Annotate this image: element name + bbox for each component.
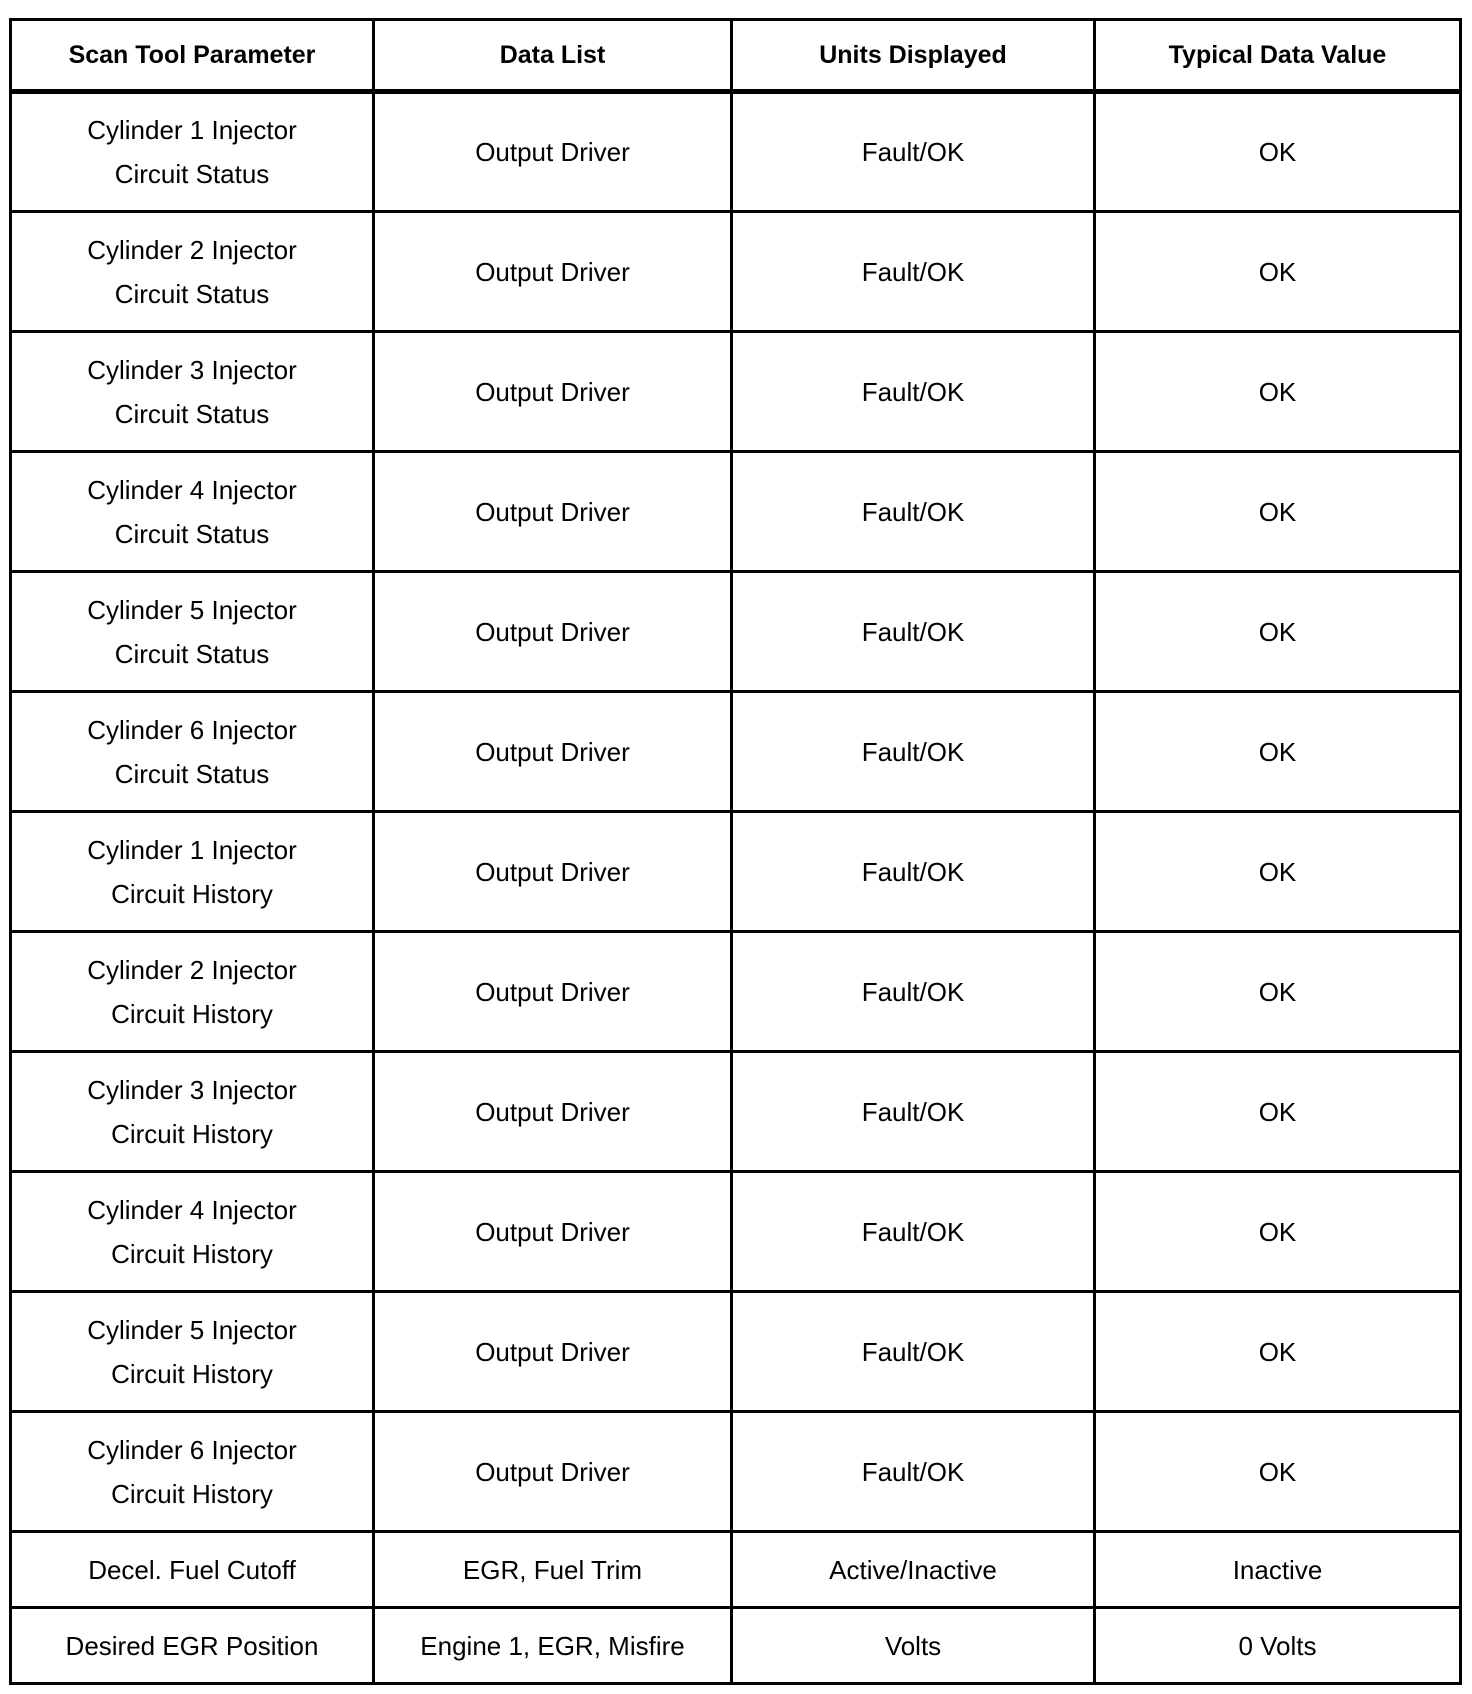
cell-typical-data-value: OK [1095, 1052, 1461, 1172]
table-row [11, 692, 1461, 812]
cell-typical-data-value: OK [1095, 1172, 1461, 1292]
column-header-scan-tool-parameter: Scan Tool Parameter [11, 20, 374, 92]
table-row [11, 572, 1461, 692]
parameter-line: Circuit Status [114, 758, 270, 789]
parameter-line: Circuit Status [114, 159, 270, 189]
cell-scan-tool-parameter [11, 1532, 374, 1608]
cell-units-displayed: Fault/OK [732, 1292, 1095, 1412]
cell-data-list: Output Driver [374, 1052, 732, 1172]
parameter-line: Circuit History [111, 1238, 273, 1269]
parameter-line: Circuit Status [114, 398, 270, 429]
table-row [11, 332, 1461, 452]
cell-data-list: Output Driver [374, 212, 732, 332]
cell-scan-tool-parameter [11, 92, 374, 212]
cell-scan-tool-parameter [11, 1172, 374, 1292]
cell-data-list: Output Driver [374, 1172, 732, 1292]
parameter-line: Circuit Status [114, 638, 270, 669]
cell-units-displayed: Fault/OK [732, 812, 1095, 932]
cell-units-displayed: Fault/OK [732, 1052, 1095, 1172]
cell-data-list: Output Driver [374, 92, 732, 212]
parameter-line: Circuit History [111, 1118, 273, 1149]
cell-data-list: EGR, Fuel Trim [374, 1532, 732, 1608]
table-row [11, 1532, 1461, 1608]
cell-data-list: Output Driver [374, 1292, 732, 1412]
cell-units-displayed: Fault/OK [732, 92, 1095, 212]
cell-units-displayed: Active/Inactive [732, 1532, 1095, 1608]
cell-typical-data-value: OK [1095, 1292, 1461, 1412]
cell-typical-data-value: OK [1095, 932, 1461, 1052]
cell-typical-data-value: OK [1095, 332, 1461, 452]
cell-data-list: Output Driver [374, 452, 732, 572]
cell-data-list: Output Driver [374, 812, 732, 932]
parameter-line: Cylinder 3 Injector [87, 1074, 297, 1105]
cell-scan-tool-parameter [11, 1052, 374, 1172]
cell-units-displayed: Fault/OK [732, 692, 1095, 812]
column-header-typical-data-value: Typical Data Value [1095, 20, 1461, 92]
cell-typical-data-value: OK [1095, 212, 1461, 332]
cell-data-list: Output Driver [374, 332, 732, 452]
table-row [11, 92, 1461, 212]
cell-scan-tool-parameter [11, 1608, 374, 1684]
table-row [11, 932, 1461, 1052]
cell-scan-tool-parameter [11, 332, 374, 452]
cell-typical-data-value: OK [1095, 692, 1461, 812]
parameter-line: Cylinder 6 Injector [87, 1434, 297, 1465]
cell-units-displayed: Fault/OK [732, 332, 1095, 452]
cell-data-list: Output Driver [374, 1412, 732, 1532]
parameter-line: Cylinder 1 Injector [87, 834, 297, 865]
parameter-line: Cylinder 4 Injector [87, 474, 297, 505]
parameter-line: Circuit History [111, 1478, 273, 1509]
cell-units-displayed: Volts [732, 1608, 1095, 1684]
cell-data-list: Output Driver [374, 572, 732, 692]
cell-units-displayed: Fault/OK [732, 452, 1095, 572]
table-body [11, 92, 1461, 1684]
cell-scan-tool-parameter [11, 212, 374, 332]
cell-typical-data-value: Inactive [1095, 1532, 1461, 1608]
table-row [11, 212, 1461, 332]
parameter-line: Circuit Status [114, 278, 270, 309]
table-row [11, 1172, 1461, 1292]
table-row [11, 1608, 1461, 1684]
parameter-line: Decel. Fuel Cutoff [88, 1554, 296, 1585]
cell-scan-tool-parameter [11, 932, 374, 1052]
table-row [11, 1412, 1461, 1532]
column-header-units-displayed: Units Displayed [732, 20, 1095, 92]
column-header-data-list: Data List [374, 20, 732, 92]
table-row [11, 1052, 1461, 1172]
table-row [11, 1292, 1461, 1412]
cell-units-displayed: Fault/OK [732, 1172, 1095, 1292]
cell-typical-data-value: OK [1095, 572, 1461, 692]
parameter-line: Cylinder 1 Injector [87, 115, 297, 145]
parameter-line: Desired EGR Position [65, 1630, 319, 1661]
parameter-line: Circuit History [111, 1358, 273, 1389]
parameter-line: Cylinder 2 Injector [87, 954, 297, 985]
cell-data-list: Output Driver [374, 932, 732, 1052]
cell-data-list: Engine 1, EGR, Misfire [374, 1608, 732, 1684]
cell-scan-tool-parameter [11, 1292, 374, 1412]
header-row [11, 20, 1461, 92]
parameter-line: Circuit Status [114, 518, 270, 549]
cell-typical-data-value: OK [1095, 812, 1461, 932]
parameter-line: Circuit History [111, 998, 273, 1029]
parameter-line: Cylinder 5 Injector [87, 594, 297, 625]
cell-typical-data-value: OK [1095, 452, 1461, 572]
cell-units-displayed: Fault/OK [732, 932, 1095, 1052]
cell-typical-data-value: OK [1095, 1412, 1461, 1532]
table-row [11, 452, 1461, 572]
cell-units-displayed: Fault/OK [732, 572, 1095, 692]
parameter-line: Cylinder 4 Injector [87, 1194, 297, 1225]
parameter-line: Cylinder 2 Injector [87, 234, 297, 265]
table-row [11, 812, 1461, 932]
cell-typical-data-value: OK [1095, 92, 1461, 212]
cell-scan-tool-parameter [11, 1412, 374, 1532]
cell-units-displayed: Fault/OK [732, 1412, 1095, 1532]
cell-typical-data-value: 0 Volts [1095, 1608, 1461, 1684]
cell-scan-tool-parameter [11, 692, 374, 812]
cell-scan-tool-parameter [11, 812, 374, 932]
parameter-line: Circuit History [111, 878, 273, 909]
scan-tool-data-table [9, 18, 1462, 1685]
parameter-line: Cylinder 3 Injector [87, 354, 297, 385]
cell-units-displayed: Fault/OK [732, 212, 1095, 332]
parameter-line: Cylinder 5 Injector [87, 1314, 297, 1345]
cell-scan-tool-parameter [11, 452, 374, 572]
cell-scan-tool-parameter [11, 572, 374, 692]
cell-data-list: Output Driver [374, 692, 732, 812]
parameter-line: Cylinder 6 Injector [87, 714, 297, 745]
